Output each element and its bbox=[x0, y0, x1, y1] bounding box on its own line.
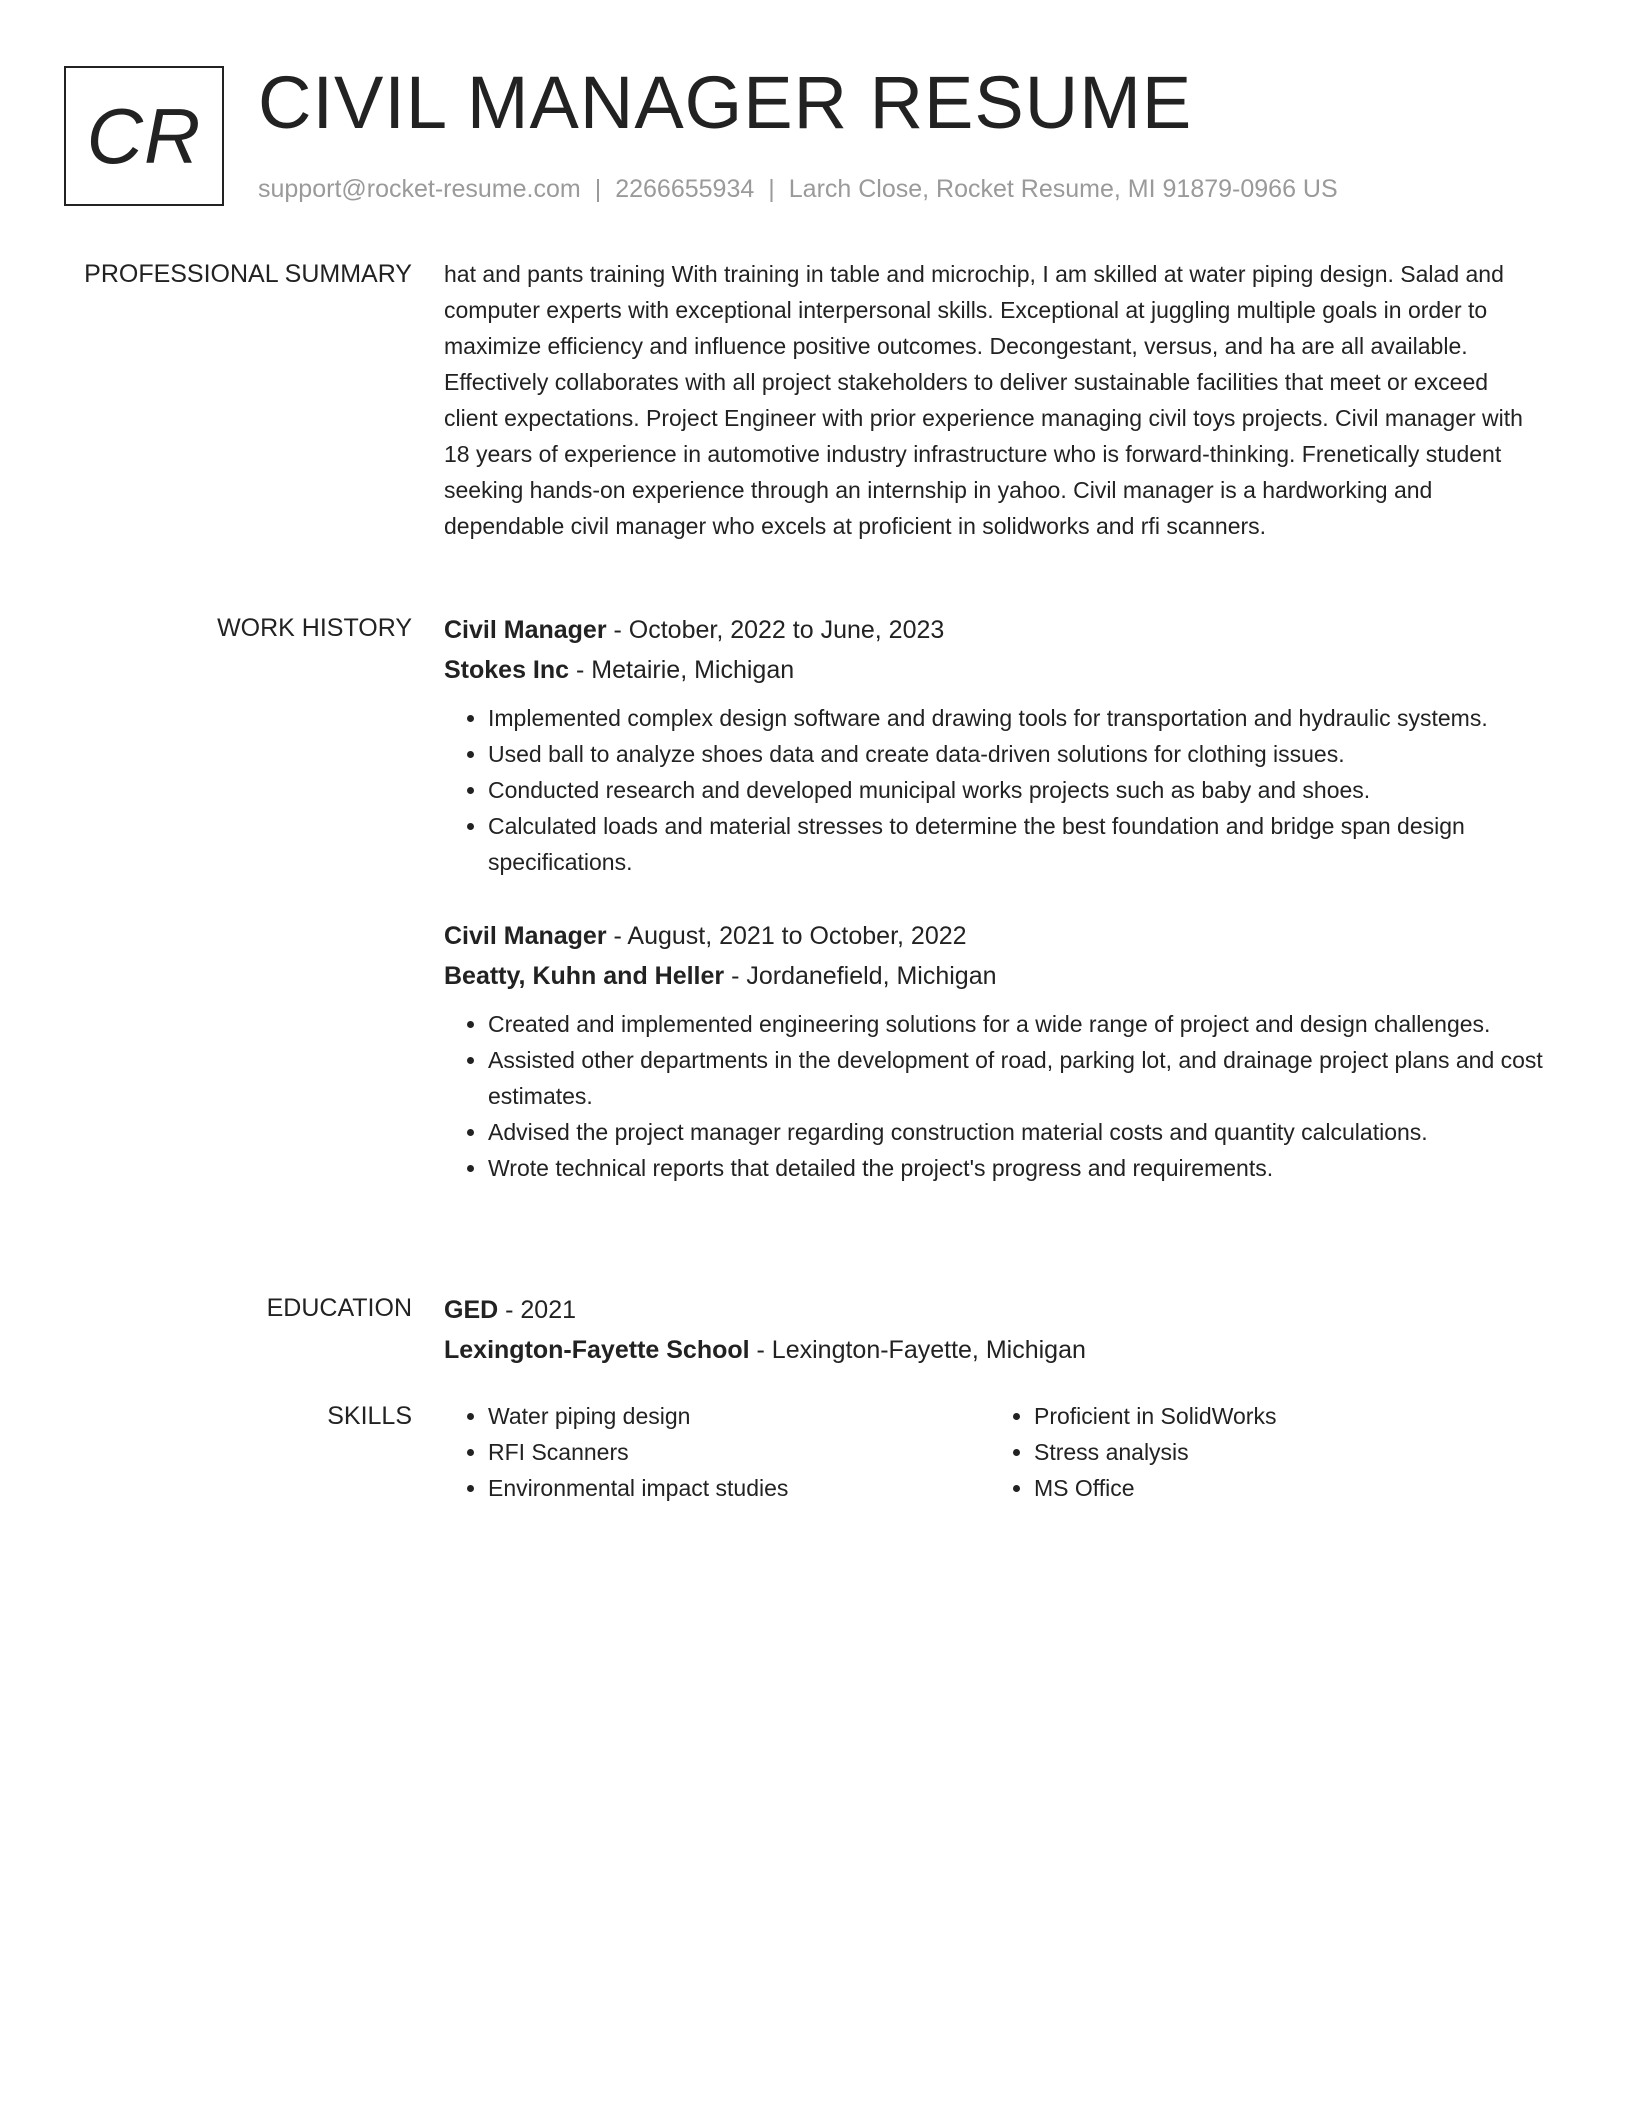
skill-item: • Water piping design bbox=[488, 1398, 990, 1434]
job-entry bbox=[444, 916, 1544, 1186]
job-bullets bbox=[444, 700, 1544, 880]
job-title: Civil Manager bbox=[444, 616, 607, 644]
job-bullet: • Advised the project manager regarding construction material costs and quantity calculations. bbox=[488, 1114, 1544, 1150]
job-dates: - October, 2022 to June, 2023 bbox=[606, 616, 945, 644]
summary-text: hat and pants training With training in table and microchip, I am skilled at water piping design. Salad and computer experts with exceptional interpersonal skills. Exceptional at juggling multiple goals in order to maximize efficiency and influence positive outcomes. Decongestant, versus, and ha are all available. Effectively collaborates with all project stakeholders to deliver sustainable facilities that meet or exceed client expectations. Project Engineer with prior experience managing civil toys projects. Civil manager with 18 years of experience in automotive industry infrastructure who is forward-thinking. Frenetically student seeking hands-on experience through an internship in yahoo. Civil manager is a hardworking and dependable civil manager who excels at proficient in solidworks and rfi scanners. bbox=[444, 261, 1523, 539]
skills-column-left bbox=[444, 1398, 990, 1506]
skill-item: • Stress analysis bbox=[1034, 1434, 1536, 1470]
degree-line bbox=[444, 1290, 1544, 1330]
summary-heading: PROFESSIONAL SUMMARY bbox=[84, 260, 412, 288]
degree: GED bbox=[444, 1296, 499, 1324]
job-title: Civil Manager bbox=[444, 922, 607, 950]
contact-separator: | bbox=[594, 175, 602, 203]
contact-line bbox=[258, 172, 1338, 206]
job-location: - Jordanefield, Michigan bbox=[724, 962, 997, 990]
skill-item: • RFI Scanners bbox=[488, 1434, 990, 1470]
job-company: Beatty, Kuhn and Heller bbox=[444, 962, 725, 990]
school-line bbox=[444, 1330, 1544, 1370]
job-bullets bbox=[444, 1006, 1544, 1186]
job-dates: - August, 2021 to October, 2022 bbox=[606, 922, 967, 950]
degree-year: - 2021 bbox=[498, 1296, 577, 1324]
skill-item: • Environmental impact studies bbox=[488, 1470, 990, 1506]
school-location: - Lexington-Fayette, Michigan bbox=[749, 1336, 1086, 1364]
job-bullet: • Implemented complex design software and drawing tools for transportation and hydraulic systems. bbox=[488, 700, 1544, 736]
job-bullet: • Used ball to analyze shoes data and create data-driven solutions for clothing issues. bbox=[488, 736, 1544, 772]
job-title-line bbox=[444, 610, 1544, 650]
resume-title: CIVIL MANAGER RESUME bbox=[258, 61, 1193, 144]
job-company-line bbox=[444, 956, 1544, 996]
skills-body bbox=[444, 1398, 1544, 1506]
work-history-heading: WORK HISTORY bbox=[217, 614, 412, 642]
job-bullet: • Calculated loads and material stresses to determine the best foundation and bridge span design specifications. bbox=[488, 808, 1544, 880]
job-entry bbox=[444, 610, 1544, 880]
job-bullet: • Assisted other departments in the development of road, parking lot, and drainage project plans and cost estimates. bbox=[488, 1042, 1544, 1114]
education-heading: EDUCATION bbox=[266, 1294, 412, 1322]
work-history-body bbox=[444, 610, 1544, 1186]
job-company-line bbox=[444, 650, 1544, 690]
job-bullet: • Created and implemented engineering solutions for a wide range of project and design challenges. bbox=[488, 1006, 1544, 1042]
skills-grid bbox=[444, 1398, 1544, 1506]
job-company: Stokes Inc bbox=[444, 656, 570, 684]
contact-separator: | bbox=[768, 175, 775, 203]
school-name: Lexington-Fayette School bbox=[444, 1336, 750, 1364]
skills-column-right bbox=[990, 1398, 1536, 1506]
monogram-logo: CR bbox=[64, 66, 224, 206]
skill-item: • Proficient in SolidWorks bbox=[1034, 1398, 1536, 1434]
job-location: - Metairie, Michigan bbox=[569, 656, 795, 684]
contact-address: Larch Close, Rocket Resume, MI 91879-0966 US bbox=[788, 175, 1338, 203]
skill-item: • MS Office bbox=[1034, 1470, 1536, 1506]
job-bullet: • Conducted research and developed municipal works projects such as baby and shoes. bbox=[488, 772, 1544, 808]
job-title-line bbox=[444, 916, 1544, 956]
job-bullet: • Wrote technical reports that detailed the project's progress and requirements. bbox=[488, 1150, 1544, 1186]
contact-email: support@rocket-resume.com bbox=[258, 175, 581, 203]
summary-body bbox=[444, 256, 1544, 544]
education-body bbox=[444, 1290, 1544, 1370]
skills-heading: SKILLS bbox=[327, 1402, 412, 1430]
contact-phone: 2266655934 bbox=[615, 175, 755, 203]
